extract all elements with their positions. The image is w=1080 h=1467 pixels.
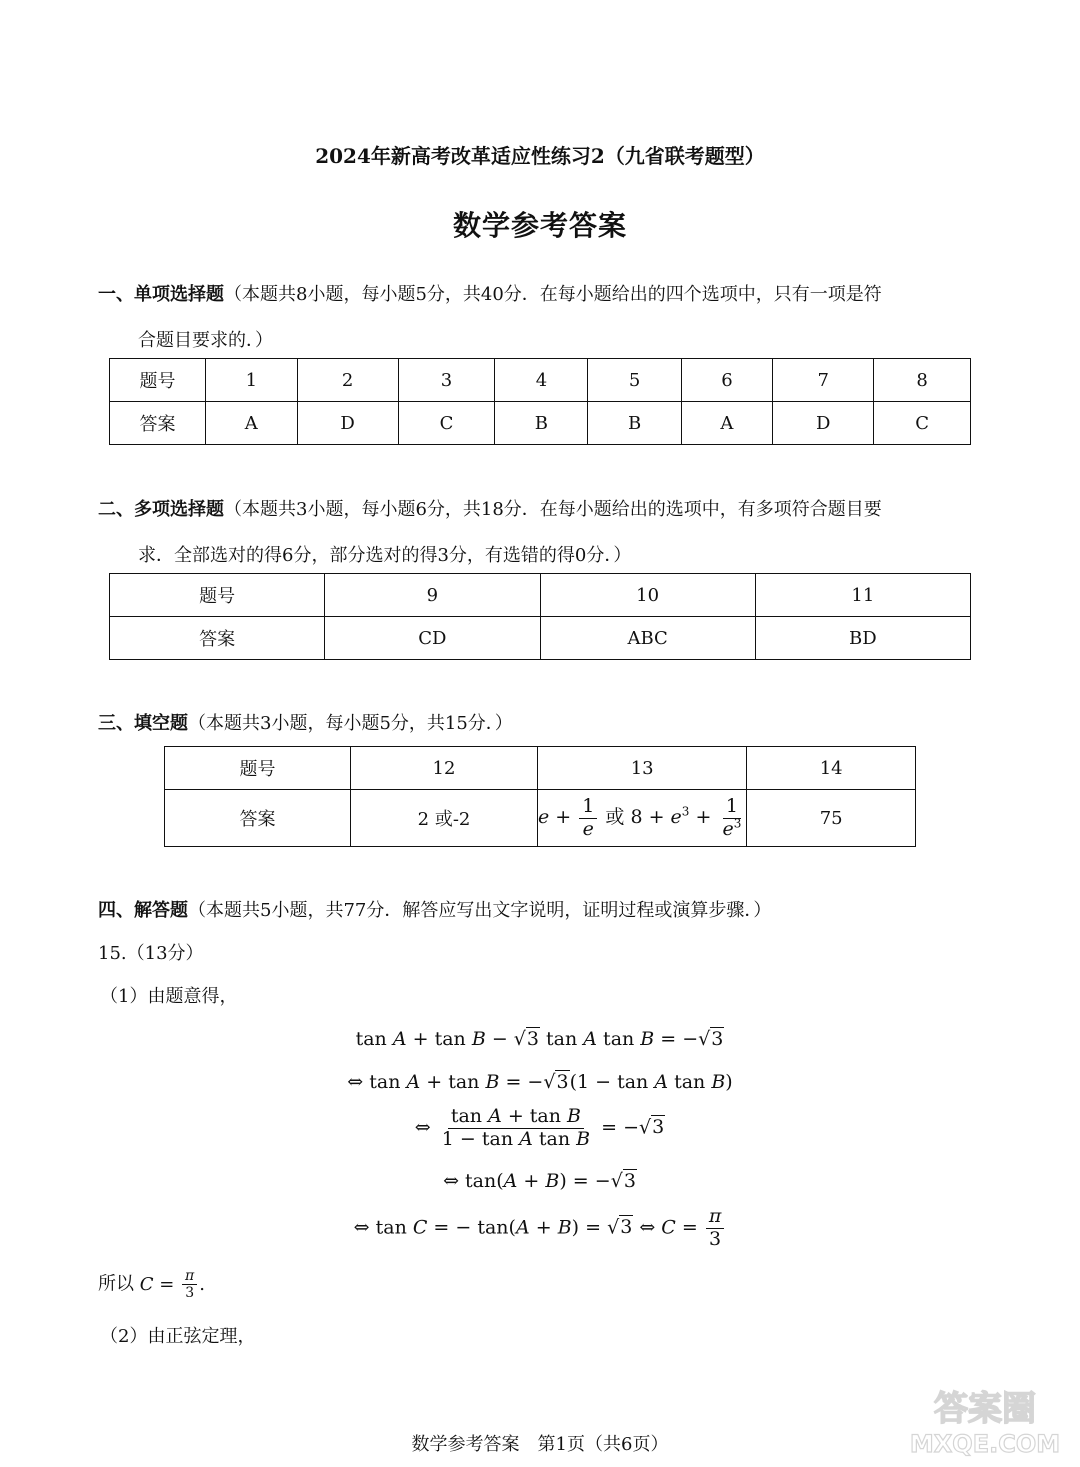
question-number: 12 bbox=[351, 747, 538, 790]
watermark-label: 答案圈 bbox=[934, 1389, 1036, 1429]
question-number: 3 bbox=[398, 359, 495, 402]
answer-cell: ABC bbox=[540, 617, 755, 660]
section3-heading: 三、填空题 bbox=[98, 713, 188, 734]
question-number: 5 bbox=[588, 359, 681, 402]
section2-desc-cont: 求．全部选对的得6分，部分选对的得3分，有选错的得0分．） bbox=[138, 545, 632, 566]
conclusion-line: 所以 C = $\frac{\pi}{3}$ . bbox=[98, 1268, 205, 1302]
row-label: 答案 bbox=[165, 790, 351, 847]
equation-3: ⇔ $\frac{\text{tan A + tan B}}{\text{1 − tan A tan B}}$ = −√3 bbox=[414, 1105, 665, 1150]
row-label: 题号 bbox=[165, 747, 351, 790]
equation-4: ⇔ tan(A + B) = −√3 bbox=[443, 1170, 636, 1192]
section1-heading: 一、单项选择题 bbox=[98, 284, 224, 305]
question-number: 13 bbox=[538, 747, 747, 790]
section4-desc: （本题共5小题，共77分．解答应写出文字说明，证明过程或演算步骤．） bbox=[188, 900, 772, 921]
part1-intro: （1）由题意得， bbox=[100, 986, 238, 1007]
table-row bbox=[110, 617, 971, 660]
question-number: 14 bbox=[747, 747, 916, 790]
watermark-site: MXQE.COM bbox=[910, 1430, 1060, 1458]
section3-answer-table bbox=[164, 746, 916, 847]
section3-desc: （本题共3小题，每小题5分，共15分．） bbox=[188, 713, 513, 734]
row-label: 答案 bbox=[110, 402, 206, 445]
answer-cell: A bbox=[681, 402, 773, 445]
question-number: 4 bbox=[495, 359, 588, 402]
question-number: 2 bbox=[297, 359, 398, 402]
question-number: 8 bbox=[874, 359, 971, 402]
row-label: 答案 bbox=[110, 617, 325, 660]
question-number: 9 bbox=[325, 574, 540, 617]
answer-cell: B bbox=[495, 402, 588, 445]
table-row bbox=[110, 402, 971, 445]
table-row bbox=[110, 574, 971, 617]
answer-cell: CD bbox=[325, 617, 540, 660]
section4-heading-line bbox=[98, 899, 771, 923]
section2-heading: 二、多项选择题 bbox=[98, 499, 224, 520]
section4-heading: 四、解答题 bbox=[98, 900, 188, 921]
watermark-logo bbox=[910, 1378, 1060, 1458]
document-subtitle: 数学参考答案 bbox=[452, 209, 627, 242]
question-number: 11 bbox=[755, 574, 970, 617]
question-number: 1 bbox=[206, 359, 298, 402]
answer-cell-formula bbox=[538, 790, 747, 847]
or-word: 或 bbox=[605, 806, 625, 828]
equation-1: tan A + tan B − √3 tan A tan B = −√3 bbox=[355, 1028, 724, 1050]
answer-cell: B bbox=[588, 402, 681, 445]
answer-cell: A bbox=[206, 402, 298, 445]
table-row bbox=[165, 790, 916, 847]
part2-intro: （2）由正弦定理， bbox=[100, 1326, 256, 1347]
watermark-icon bbox=[910, 1378, 1060, 1458]
section2-desc: （本题共3小题，每小题6分，共18分．在每小题给出的选项中，有多项符合题目要 bbox=[224, 499, 882, 520]
section1-desc: （本题共8小题，每小题5分，共40分．在每小题给出的四个选项中，只有一项是符 bbox=[224, 284, 882, 305]
answer-cell: C bbox=[398, 402, 495, 445]
answer-cell: BD bbox=[755, 617, 970, 660]
answer-cell: C bbox=[874, 402, 971, 445]
section2-heading-line bbox=[98, 498, 882, 522]
table-row bbox=[165, 747, 916, 790]
row-label: 题号 bbox=[110, 574, 325, 617]
answer-cell: 75 bbox=[747, 790, 916, 847]
question-number: 7 bbox=[773, 359, 874, 402]
answer-cell: D bbox=[297, 402, 398, 445]
section1-answer-table bbox=[109, 358, 971, 445]
conclusion-prefix: 所以 bbox=[98, 1273, 134, 1295]
question-number: 10 bbox=[540, 574, 755, 617]
equation-5: ⇔ tan C = − tan(A + B) = √3 ⇔ C = $\frac{\pi}{3}$ bbox=[0, 1206, 1080, 1251]
answer-13-formula: e + $\frac{1}{e}$ 或 $8 + e^3$ + $\frac{1}{e^3}$ bbox=[538, 794, 742, 840]
answer-cell: D bbox=[773, 402, 874, 445]
equation-2: ⇔ tan A + tan B = −√3(1 − tan A tan B) bbox=[347, 1071, 733, 1093]
answer-cell: 2 或-2 bbox=[351, 790, 538, 847]
question-number: 6 bbox=[681, 359, 773, 402]
section1-heading-line bbox=[98, 283, 882, 307]
section3-heading-line bbox=[98, 712, 513, 736]
document-title: 2024年新高考改革适应性练习2（九省联考题型） bbox=[315, 144, 765, 168]
section1-desc-cont: 合题目要求的．） bbox=[138, 330, 273, 351]
problem-15-label: 15.（13分） bbox=[98, 943, 204, 964]
row-label: 题号 bbox=[110, 359, 206, 402]
table-row bbox=[110, 359, 971, 402]
page-footer: 数学参考答案 第1页（共6页） bbox=[411, 1434, 669, 1455]
section2-answer-table bbox=[109, 573, 971, 660]
